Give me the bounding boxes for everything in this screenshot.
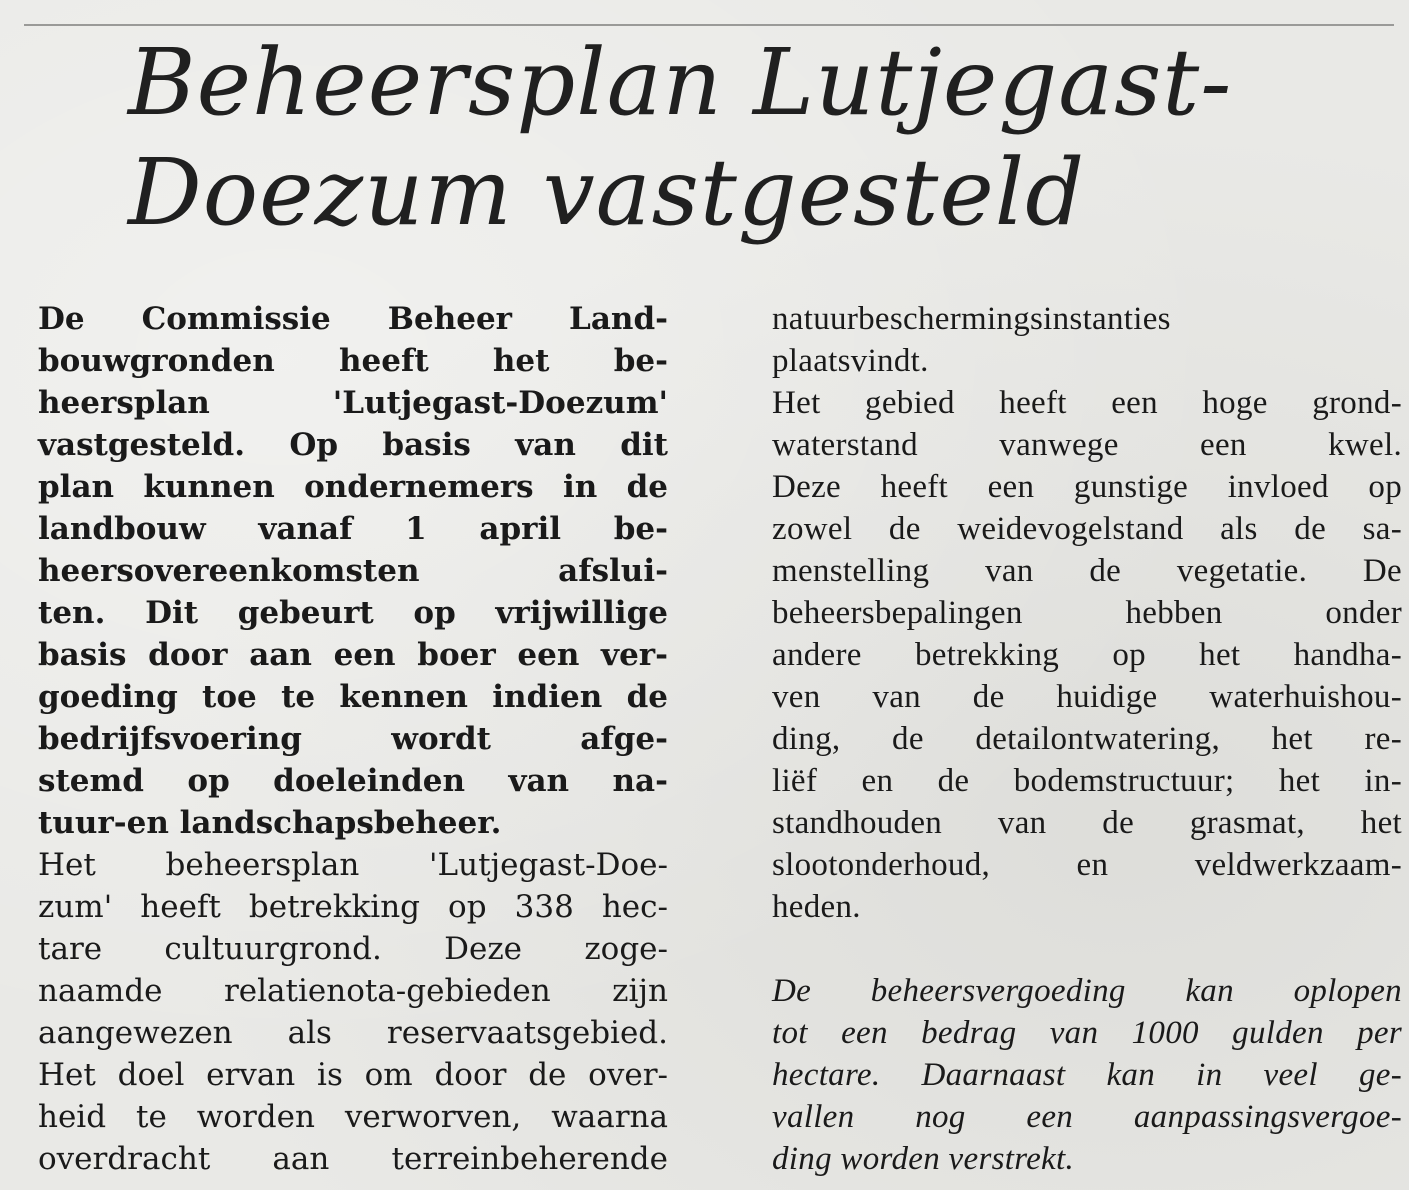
body-line: heden. — [772, 889, 861, 925]
article-headline — [128, 28, 1378, 248]
body-line: beheersbepalingen hebben onder — [772, 595, 1402, 631]
right-column — [772, 298, 1402, 1180]
intro-line: landbouw vanaf 1 april be- — [38, 511, 668, 547]
intro-line: bedrijfsvoering wordt afge- — [38, 721, 668, 757]
left-column — [38, 298, 668, 1180]
intro-line: stemd op doeleinden van na- — [38, 763, 668, 799]
intro-line: goeding toe te kennen indien de — [38, 679, 668, 715]
body-paragraph-left — [38, 844, 668, 1180]
body-line: tare cultuurgrond. Deze zoge- — [38, 931, 668, 967]
body-line: Deze heeft een gunstige invloed op — [772, 469, 1402, 505]
body-line: ding, de detailontwatering, het re- — [772, 721, 1402, 757]
body-line: Het doel ervan is om door de over- — [38, 1057, 668, 1093]
body-line: aangewezen als reservaatsgebied. — [38, 1015, 668, 1051]
intro-line: tuur-en landschapsbeheer. — [38, 805, 502, 841]
intro-line: De Commissie Beheer Land- — [38, 301, 668, 337]
body-line: overdracht aan terreinbeherende — [38, 1141, 668, 1177]
paragraph-gap — [772, 928, 1402, 970]
body-line: Het gebied heeft een hoge grond- — [772, 385, 1402, 421]
body-line: waterstand vanwege een kwel. — [772, 427, 1402, 463]
body-line: menstelling van de vegetatie. De — [772, 553, 1402, 589]
intro-line: bouwgronden heeft het be- — [38, 343, 668, 379]
body-line: heid te worden verworven, waarna — [38, 1099, 668, 1135]
intro-line: plan kunnen ondernemers in de — [38, 469, 668, 505]
top-rule-divider — [24, 24, 1394, 26]
closing-line: hectare. Daarnaast kan in veel ge- — [772, 1057, 1402, 1093]
closing-line: De beheersvergoeding kan oplopen — [772, 973, 1402, 1009]
intro-line: vastgesteld. Op basis van dit — [38, 427, 668, 463]
intro-line: ten. Dit gebeurt op vrijwillige — [38, 595, 668, 631]
body-line: naamde relatienota-gebieden zijn — [38, 973, 668, 1009]
body-line: Het beheersplan 'Lutjegast-Doe- — [38, 847, 668, 883]
closing-line: ding worden verstrekt. — [772, 1141, 1075, 1177]
body-line: liëf en de bodemstructuur; het in- — [772, 763, 1402, 799]
body-line: zowel de weidevogelstand als de sa- — [772, 511, 1402, 547]
body-line: ven van de huidige waterhuishou- — [772, 679, 1402, 715]
body-line: natuurbeschermingsinstanties — [772, 301, 1171, 337]
headline-line-2: Doezum vastgesteld — [128, 139, 1086, 246]
intro-line: heersovereenkomsten afslui- — [38, 553, 668, 589]
body-paragraph-right — [772, 298, 1402, 928]
headline-line-1: Beheersplan Lutjegast- — [128, 29, 1233, 136]
body-line: plaatsvindt. — [772, 343, 929, 379]
body-line: andere betrekking op het handha- — [772, 637, 1402, 673]
body-line: slootonderhoud, en veldwerkzaam- — [772, 847, 1402, 883]
intro-line: heersplan 'Lutjegast-Doezum' — [38, 385, 668, 421]
closing-paragraph — [772, 970, 1402, 1180]
intro-line: basis door aan een boer een ver- — [38, 637, 668, 673]
body-line: zum' heeft betrekking op 338 hec- — [38, 889, 668, 925]
intro-paragraph — [38, 298, 668, 844]
body-line: standhouden van de grasmat, het — [772, 805, 1402, 841]
closing-line: tot een bedrag van 1000 gulden per — [772, 1015, 1402, 1051]
closing-line: vallen nog een aanpassingsvergoe- — [772, 1099, 1402, 1135]
